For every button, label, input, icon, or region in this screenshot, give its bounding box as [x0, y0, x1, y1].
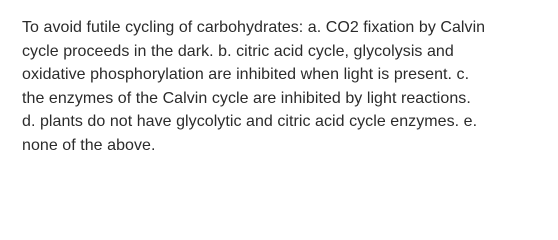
question-line-4: the enzymes of the Calvin cycle are inhibited by light reactions. [22, 89, 471, 107]
question-line-6: none of the above. [22, 136, 156, 154]
question-text [22, 16, 546, 157]
question-line-2: cycle proceeds in the dark. b. citric acid cycle, glycolysis and [22, 42, 454, 60]
question-line-5: d. plants do not have glycolytic and citric acid cycle enzymes. e. [22, 113, 478, 130]
question-line-1: To avoid futile cycling of carbohydrates: a. CO2 fixation by Calvin [22, 19, 486, 36]
question-line-3: oxidative phosphorylation are inhibited when light is present. c. [22, 66, 470, 83]
